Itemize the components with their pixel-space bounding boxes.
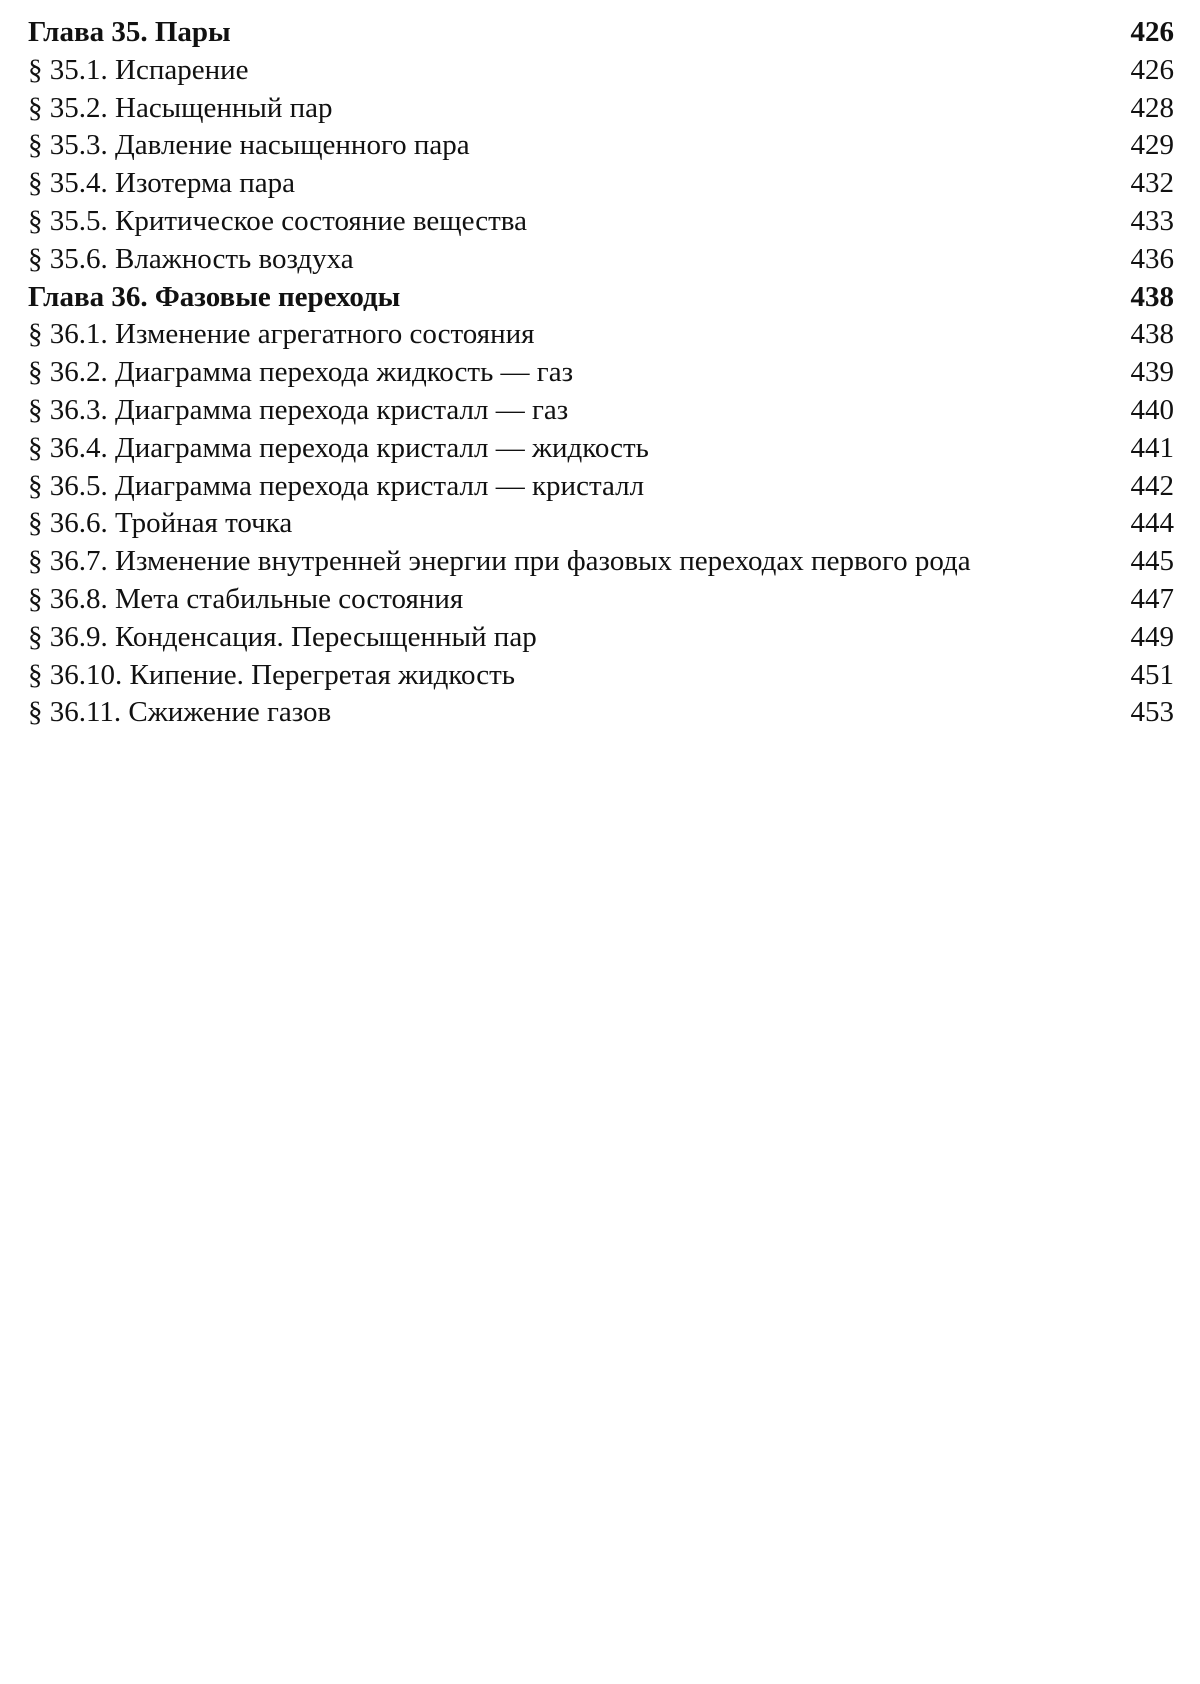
toc-entry-page: 442 bbox=[1130, 469, 1174, 502]
toc-chapter-36[interactable] bbox=[28, 279, 1174, 317]
toc-entry-title: § 35.3. Давление насыщенного пара bbox=[28, 129, 470, 162]
toc-entry-title: § 35.1. Испарение bbox=[28, 53, 249, 86]
toc-entry-title: § 35.5. Критическое состояние вещества bbox=[28, 204, 527, 237]
table-of-contents bbox=[28, 14, 1174, 732]
toc-entry-page: 432 bbox=[1130, 167, 1174, 200]
toc-section-35-2[interactable] bbox=[28, 90, 1174, 128]
toc-entry-page: 441 bbox=[1130, 431, 1174, 464]
toc-section-36-9[interactable] bbox=[28, 619, 1174, 657]
toc-entry-title: § 36.6. Тройная точка bbox=[28, 507, 293, 540]
toc-entry-page: 433 bbox=[1130, 204, 1174, 237]
toc-entry-title: § 36.2. Диаграмма перехода жидкость — газ bbox=[28, 356, 574, 389]
toc-entry-title: § 35.4. Изотерма пара bbox=[28, 167, 295, 200]
toc-entry-title: § 36.1. Изменение агрегатного состояния bbox=[28, 318, 535, 351]
toc-section-36-8[interactable] bbox=[28, 581, 1174, 619]
toc-section-35-4[interactable] bbox=[28, 165, 1174, 203]
toc-section-35-1[interactable] bbox=[28, 52, 1174, 90]
toc-entry-page: 438 bbox=[1130, 280, 1174, 313]
toc-section-36-6[interactable] bbox=[28, 505, 1174, 543]
toc-section-36-10[interactable] bbox=[28, 657, 1174, 695]
toc-entry-page: 453 bbox=[1130, 696, 1174, 729]
toc-entry-title: § 36.9. Конденсация. Пересыщенный пар bbox=[28, 620, 537, 653]
toc-entry-page: 439 bbox=[1130, 356, 1174, 389]
toc-section-36-2[interactable] bbox=[28, 354, 1174, 392]
toc-section-35-5[interactable] bbox=[28, 203, 1174, 241]
toc-entry-title: Глава 35. Пары bbox=[28, 16, 231, 48]
toc-entry-page: 440 bbox=[1130, 393, 1174, 426]
toc-entry-page: 429 bbox=[1130, 129, 1174, 162]
toc-entry-title: § 36.3. Диаграмма перехода кристалл — газ bbox=[28, 393, 569, 426]
toc-entry-page: 444 bbox=[1130, 507, 1174, 540]
toc-entry-title: § 36.7. Изменение внутренней энергии при фазовых переходах первого рода bbox=[28, 545, 971, 578]
toc-entry-page: 445 bbox=[1130, 545, 1174, 578]
toc-entry-title: § 36.8. Мета стабильные состояния bbox=[28, 582, 464, 615]
toc-entry-page: 438 bbox=[1130, 318, 1174, 351]
toc-section-36-7[interactable] bbox=[28, 543, 1174, 581]
toc-entry-page: 449 bbox=[1130, 620, 1174, 653]
toc-entry-title: § 35.6. Влажность воздуха bbox=[28, 242, 354, 275]
toc-section-36-11[interactable] bbox=[28, 694, 1174, 732]
toc-section-36-4[interactable] bbox=[28, 430, 1174, 468]
toc-entry-title: Глава 36. Фазовые переходы bbox=[28, 280, 401, 313]
toc-entry-page: 447 bbox=[1130, 582, 1174, 615]
toc-section-36-3[interactable] bbox=[28, 392, 1174, 430]
toc-section-36-1[interactable] bbox=[28, 316, 1174, 354]
toc-entry-title: § 36.11. Сжижение газов bbox=[28, 696, 332, 729]
toc-section-35-3[interactable] bbox=[28, 127, 1174, 165]
toc-entry-page: 436 bbox=[1130, 242, 1174, 275]
toc-entry-page: 426 bbox=[1130, 16, 1174, 48]
toc-entry-title: § 35.2. Насыщенный пар bbox=[28, 91, 333, 124]
toc-entry-page: 451 bbox=[1130, 658, 1174, 691]
toc-entry-page: 426 bbox=[1130, 53, 1174, 86]
toc-section-35-6[interactable] bbox=[28, 241, 1174, 279]
toc-entry-title: § 36.10. Кипение. Перегретая жидкость bbox=[28, 658, 516, 691]
toc-chapter-35[interactable] bbox=[28, 14, 1174, 52]
toc-section-36-5[interactable] bbox=[28, 468, 1174, 506]
toc-entry-title: § 36.4. Диаграмма перехода кристалл — жидкость bbox=[28, 431, 649, 464]
toc-entry-title: § 36.5. Диаграмма перехода кристалл — кристалл bbox=[28, 469, 645, 502]
toc-entry-page: 428 bbox=[1130, 91, 1174, 124]
